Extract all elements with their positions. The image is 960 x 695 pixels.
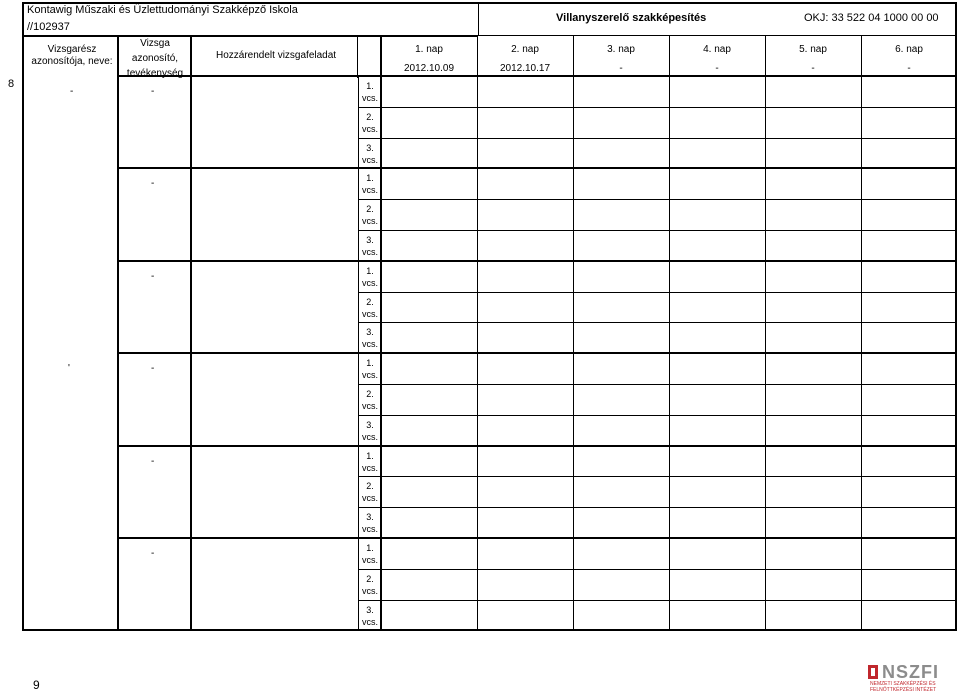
schedule-cell[interactable] — [861, 108, 956, 138]
schedule-cell[interactable] — [477, 200, 572, 230]
schedule-cell[interactable] — [669, 570, 764, 600]
schedule-cell[interactable] — [573, 570, 668, 600]
day-1-label: 1. nap — [415, 44, 443, 55]
day-5-label: 5. nap — [799, 44, 827, 55]
shift-column-border — [358, 353, 359, 445]
schedule-cell[interactable] — [861, 354, 956, 384]
shift-label: 2. vcs. — [361, 389, 378, 411]
shift-label: 3. vcs. — [361, 419, 378, 442]
schedule-cell[interactable] — [477, 477, 572, 507]
schedule-cell[interactable] — [861, 139, 956, 169]
day-2-date: 2012.10.17 — [499, 63, 551, 74]
col-exam-part-header: Vizsgarész azonosítója, neve: — [31, 44, 113, 67]
logo-sub2: FELNŐTTKÉPZÉSI INTÉZET — [870, 687, 937, 693]
schedule-cell[interactable] — [573, 293, 668, 323]
shift-label: 1. vcs. — [361, 173, 378, 196]
exam-part-value: - — [70, 86, 74, 97]
schedule-cell[interactable] — [765, 539, 860, 569]
schedule-cell[interactable] — [381, 77, 476, 107]
schedule-cell[interactable] — [477, 539, 572, 569]
schedule-cell[interactable] — [861, 416, 956, 446]
col-exam-id-header: Vizsga azonosító, tevékenység — [126, 38, 184, 79]
schedule-cell[interactable] — [573, 508, 668, 538]
schedule-cell[interactable] — [477, 354, 572, 384]
schedule-cell[interactable] — [765, 385, 860, 415]
schedule-cell[interactable] — [765, 169, 860, 199]
schedule-cell[interactable] — [765, 262, 860, 292]
schedule-cell[interactable] — [573, 200, 668, 230]
schedule-cell[interactable] — [669, 108, 764, 138]
schedule-cell[interactable] — [381, 477, 476, 507]
exam-activity-value: - — [151, 548, 155, 559]
exam-activity-value: - — [151, 363, 155, 375]
col-divider-part — [117, 36, 119, 631]
schedule-cell[interactable] — [381, 108, 476, 138]
schedule-cell[interactable] — [381, 447, 476, 477]
schedule-cell[interactable] — [381, 323, 476, 353]
schedule-cell[interactable] — [381, 262, 476, 292]
schedule-cell[interactable] — [477, 77, 572, 107]
header-divider-right — [478, 35, 957, 36]
schedule-cell[interactable] — [765, 108, 860, 138]
day-4-label: 4. nap — [703, 44, 731, 55]
schedule-cell[interactable] — [477, 293, 572, 323]
school-name: Kontawig Műszaki és Üzlettudományi Szakképző Iskola — [27, 4, 298, 16]
schedule-cell[interactable] — [765, 354, 860, 384]
schedule-cell[interactable] — [669, 169, 764, 199]
schedule-cell[interactable] — [381, 231, 476, 261]
schedule-cell[interactable] — [669, 447, 764, 477]
shift-label: 2. vcs. — [361, 481, 378, 504]
day-3-date: - — [619, 63, 623, 74]
shift-label: 3. vcs. — [361, 235, 378, 257]
schedule-cell[interactable] — [669, 601, 764, 631]
day-6-label: 6. nap — [895, 44, 923, 55]
qualification-title: Villanyszerelő szakképesítés — [556, 12, 707, 24]
col-task-header: Hozzárendelt vizsgafeladat — [216, 50, 337, 61]
schedule-cell[interactable] — [477, 108, 572, 138]
schedule-cell[interactable] — [573, 416, 668, 446]
shift-label: 3. vcs. — [361, 327, 378, 350]
schedule-cell[interactable] — [765, 447, 860, 477]
schedule-cell[interactable] — [765, 323, 860, 353]
shift-label: 3. vcs. — [361, 512, 378, 535]
schedule-cell[interactable] — [765, 601, 860, 631]
shift-label: 2. vcs. — [361, 204, 378, 227]
schedule-cell[interactable] — [477, 323, 572, 353]
schedule-cell[interactable] — [669, 354, 764, 384]
schedule-cell[interactable] — [861, 169, 956, 199]
day-5-date: - — [811, 63, 815, 74]
shift-label: 1. vcs. — [361, 450, 378, 473]
schedule-cell[interactable] — [765, 77, 860, 107]
schedule-cell[interactable] — [573, 447, 668, 477]
schedule-cell[interactable] — [573, 385, 668, 415]
schedule-cell[interactable] — [765, 139, 860, 169]
schedule-cell[interactable] — [477, 508, 572, 538]
schedule-cell[interactable] — [765, 293, 860, 323]
schedule-cell[interactable] — [765, 416, 860, 446]
nszfi-logo — [866, 662, 939, 693]
day-6-date: - — [907, 63, 911, 74]
shift-column-border — [358, 168, 359, 260]
schedule-cell[interactable] — [381, 601, 476, 631]
day-4-date: - — [715, 63, 719, 74]
schedule-cell[interactable] — [765, 200, 860, 230]
schedule-cell[interactable] — [381, 139, 476, 169]
schedule-cell[interactable] — [669, 293, 764, 323]
schedule-cell[interactable] — [573, 139, 668, 169]
shift-column-border — [358, 446, 359, 538]
schedule-cell[interactable] — [861, 508, 956, 538]
schedule-cell[interactable] — [381, 293, 476, 323]
schedule-cell[interactable] — [477, 416, 572, 446]
schedule-cell[interactable] — [573, 108, 668, 138]
shift-label: 2. vcs. — [361, 111, 378, 134]
schedule-cell[interactable] — [669, 262, 764, 292]
okj-code: OKJ: 33 522 04 1000 00 00 — [804, 12, 939, 24]
schedule-cell[interactable] — [477, 385, 572, 415]
exam-part-value: ' — [68, 363, 70, 375]
schedule-cell[interactable] — [861, 447, 956, 477]
schedule-cell[interactable] — [381, 169, 476, 199]
exam-activity-value: - — [151, 178, 155, 190]
schedule-cell[interactable] — [381, 200, 476, 230]
schedule-cell[interactable] — [669, 385, 764, 415]
schedule-cell[interactable] — [573, 231, 668, 261]
schedule-cell[interactable] — [381, 508, 476, 538]
schedule-cell[interactable] — [861, 293, 956, 323]
shift-label: 3. vcs. — [361, 142, 378, 165]
schedule-cell[interactable] — [765, 477, 860, 507]
schedule-cell[interactable] — [861, 601, 956, 631]
shift-label: 1. vcs. — [361, 81, 378, 103]
schedule-cell[interactable] — [861, 231, 956, 261]
schedule-cell[interactable] — [861, 262, 956, 292]
schedule-cell[interactable] — [573, 323, 668, 353]
schedule-cell[interactable] — [477, 231, 572, 261]
schedule-cell[interactable] — [573, 262, 668, 292]
schedule-cell[interactable] — [765, 570, 860, 600]
row-number: 8 — [8, 78, 15, 90]
schedule-cell[interactable] — [861, 385, 956, 415]
shift-label: 1. vcs. — [361, 358, 378, 381]
schedule-cell[interactable] — [861, 539, 956, 569]
shift-column-border — [358, 261, 359, 353]
shift-column-border — [358, 76, 359, 168]
schedule-cell[interactable] — [861, 323, 956, 353]
schedule-cell[interactable] — [669, 200, 764, 230]
schedule-cell[interactable] — [669, 77, 764, 107]
schedule-cell[interactable] — [765, 231, 860, 261]
schedule-cell[interactable] — [477, 139, 572, 169]
school-code: //102937 — [27, 21, 70, 33]
schedule-cell[interactable] — [381, 570, 476, 600]
schedule-cell[interactable] — [669, 508, 764, 538]
schedule-cell[interactable] — [381, 416, 476, 446]
schedule-cell[interactable] — [573, 354, 668, 384]
schedule-cell[interactable] — [381, 539, 476, 569]
shift-column-border — [358, 538, 359, 630]
day-2-label: 2. nap — [511, 44, 539, 55]
schedule-cell[interactable] — [573, 477, 668, 507]
schedule-cell[interactable] — [669, 231, 764, 261]
schedule-cell[interactable] — [669, 539, 764, 569]
schedule-cell[interactable] — [573, 77, 668, 107]
exam-activity-value: - — [151, 270, 155, 282]
schedule-cell[interactable] — [477, 169, 572, 199]
schedule-cell[interactable] — [765, 508, 860, 538]
schedule-cell[interactable] — [861, 477, 956, 507]
schedule-cell[interactable] — [381, 385, 476, 415]
exam-activity-value: - — [151, 455, 155, 467]
page-number: 9 — [33, 678, 40, 692]
schedule-cell[interactable] — [573, 539, 668, 569]
schedule-cell[interactable] — [381, 354, 476, 384]
schedule-cell[interactable] — [669, 477, 764, 507]
col-divider-task-head — [357, 36, 358, 78]
schedule-cell[interactable] — [573, 169, 668, 199]
schedule-cell[interactable] — [669, 323, 764, 353]
exam-activity-value: - — [151, 86, 155, 97]
day-1-date: 2012.10.09 — [403, 63, 455, 74]
col-divider-id — [190, 36, 192, 631]
schedule-cell[interactable] — [669, 416, 764, 446]
shift-label: 2. vcs. — [361, 573, 378, 596]
schedule-cell[interactable] — [477, 262, 572, 292]
header-v-divider — [478, 2, 479, 36]
schedule-cell[interactable] — [477, 570, 572, 600]
schedule-cell[interactable] — [669, 139, 764, 169]
logo-sub1: NEMZETI SZAKKÉPZÉSI ÉS — [870, 681, 936, 687]
schedule-cell[interactable] — [861, 77, 956, 107]
shift-label: 2. vcs. — [361, 296, 378, 319]
schedule-cell[interactable] — [477, 601, 572, 631]
shift-label: 1. vcs. — [361, 265, 378, 288]
logo-title: NSZFI — [882, 662, 939, 682]
header-divider — [22, 35, 478, 37]
schedule-cell[interactable] — [477, 447, 572, 477]
shift-label: 1. vcs. — [361, 543, 378, 565]
schedule-cell[interactable] — [573, 601, 668, 631]
shift-label: 3. vcs. — [361, 604, 378, 627]
day-3-label: 3. nap — [607, 44, 635, 55]
schedule-cell[interactable] — [861, 200, 956, 230]
schedule-cell[interactable] — [861, 570, 956, 600]
